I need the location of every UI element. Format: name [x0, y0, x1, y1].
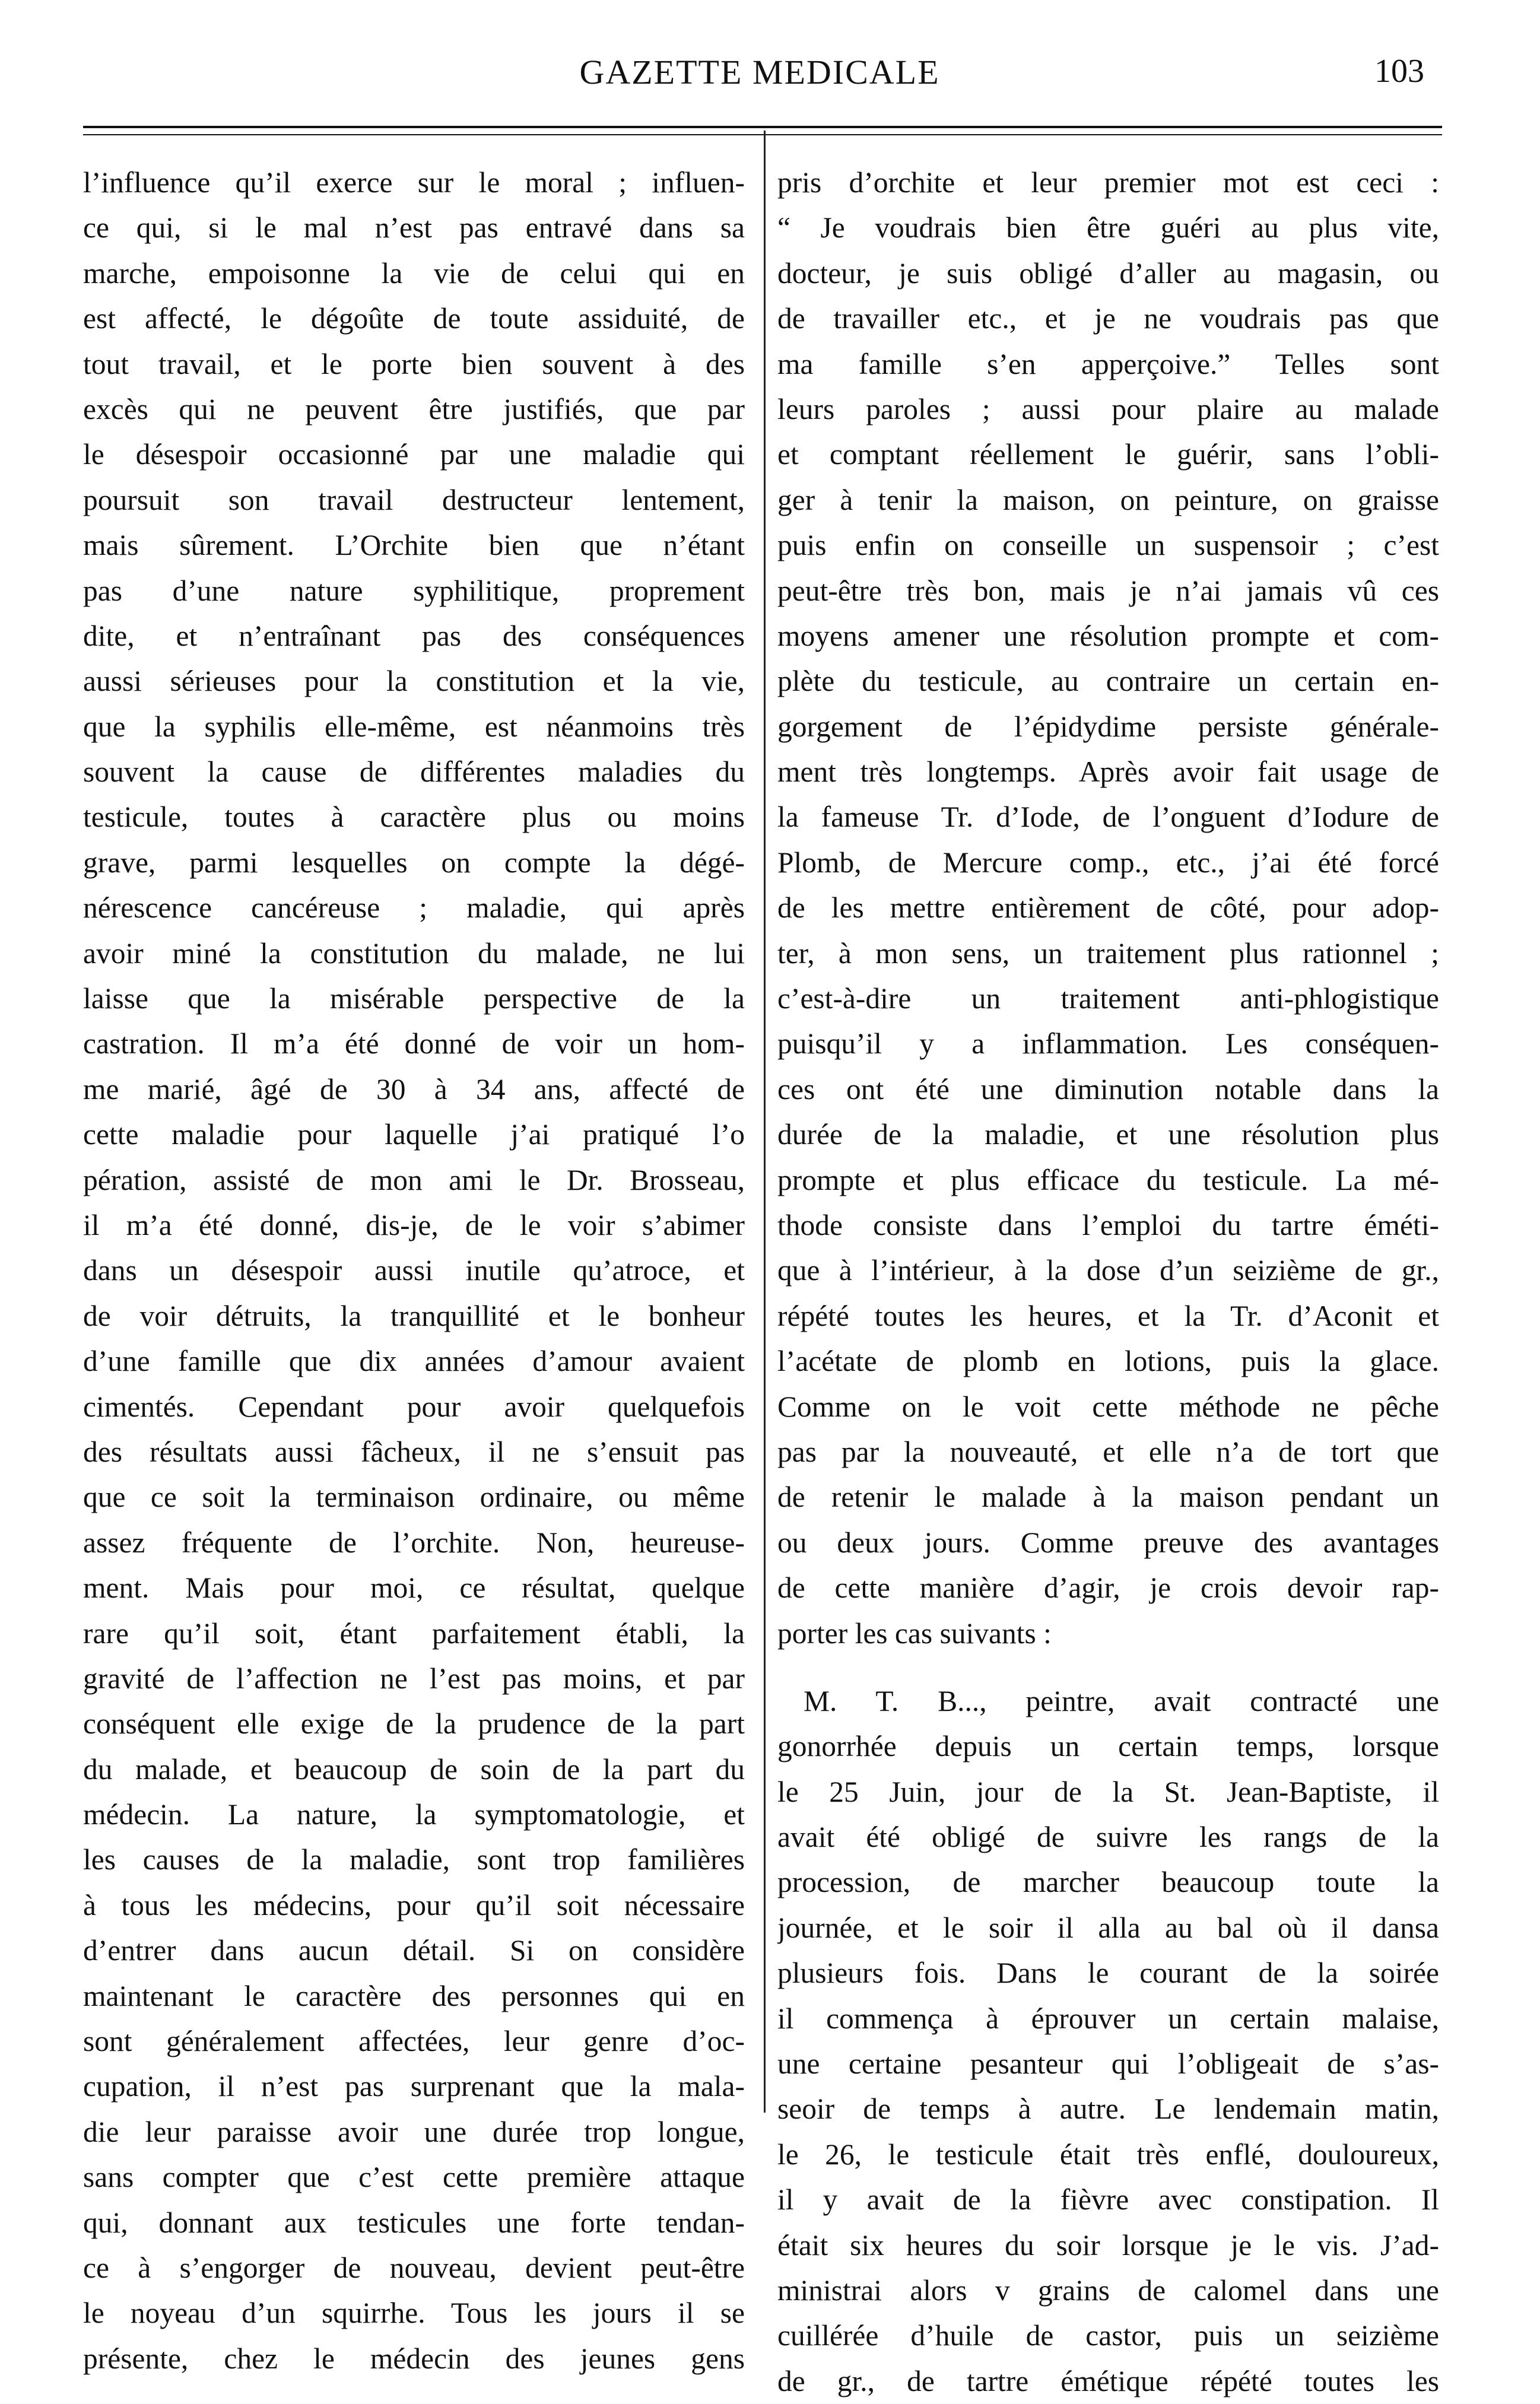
- text-line: cupation, il n’est pas surprenant que la mala-: [83, 2070, 745, 2103]
- text-line: excès qui ne peuvent être justifiés, que par: [83, 392, 745, 425]
- text-line: est affecté, le dégoûte de toute assiduité, de: [83, 302, 745, 335]
- header-rule-thick: [83, 126, 1442, 128]
- text-line: cuillérée d’huile de castor, puis un seizième: [777, 2319, 1439, 2352]
- text-line: rare qu’il soit, étant parfaitement établi, la: [83, 1617, 745, 1650]
- text-line: aussi sérieuses pour la constitution et la vie,: [83, 665, 745, 698]
- text-line: des résultats aussi fâcheux, il ne s’ensuit pas: [83, 1435, 745, 1468]
- text-line: procession, de marcher beaucoup toute la: [777, 1866, 1439, 1899]
- text-line: ministrai alors v grains de calomel dans une: [777, 2273, 1439, 2307]
- text-line: prompte et plus efficace du testicule. La mé-: [777, 1163, 1439, 1196]
- text-line: sont généralement affectées, leur genre d’oc-: [83, 2025, 745, 2058]
- text-line: du malade, et beaucoup de soin de la part du: [83, 1752, 745, 1786]
- text-line: d’une famille que dix années d’amour avaient: [83, 1345, 745, 1378]
- text-line: pas par la nouveauté, et elle n’a de tort que: [777, 1435, 1439, 1468]
- text-line: il y avait de la fièvre avec constipation. Il: [777, 2183, 1439, 2216]
- text-line: ces ont été une diminution notable dans la: [777, 1072, 1439, 1106]
- text-line: de gr., de tartre émétique répété toutes les: [777, 2364, 1439, 2397]
- text-line: journée, et le soir il alla au bal où il dansa: [777, 1911, 1439, 1944]
- text-line: puis enfin on conseille un suspensoir ; c’est: [777, 529, 1439, 562]
- text-line: que la syphilis elle-même, est néanmoins très: [83, 710, 745, 743]
- text-line: tout travail, et le porte bien souvent à des: [83, 347, 745, 380]
- text-line: die leur paraisse avoir une durée trop longue,: [83, 2115, 745, 2148]
- text-line: gravité de l’affection ne l’est pas moins, et par: [83, 1662, 745, 1695]
- text-line: me marié, âgé de 30 à 34 ans, affecté de: [83, 1072, 745, 1106]
- text-line: leurs paroles ; aussi pour plaire au malade: [777, 392, 1439, 425]
- text-line: seoir de temps à autre. Le lendemain matin,: [777, 2092, 1439, 2126]
- text-line: et comptant réellement le guérir, sans l’obli-: [777, 438, 1439, 471]
- right-paragraph-2: [777, 1679, 1439, 2404]
- text-line: c’est-à-dire un traitement anti-phlogistique: [777, 982, 1439, 1015]
- text-line: qui, donnant aux testicules une forte tendan-: [83, 2206, 745, 2239]
- text-line: dans un désespoir aussi inutile qu’atroce, et: [83, 1254, 745, 1287]
- text-line: médecin. La nature, la symptomatologie, et: [83, 1798, 745, 1831]
- text-line: assez fréquente de l’orchite. Non, heureuse-: [83, 1526, 745, 1559]
- text-line: laisse que la misérable perspective de la: [83, 982, 745, 1015]
- text-line: il commença à éprouver un certain malaise,: [777, 2002, 1439, 2035]
- text-line: marche, empoisonne la vie de celui qui en: [83, 256, 745, 290]
- text-line: “ Je voudrais bien être guéri au plus vite,: [777, 211, 1439, 244]
- text-line: pération, assisté de mon ami le Dr. Brosseau,: [83, 1163, 745, 1196]
- text-line: nérescence cancéreuse ; maladie, qui après: [83, 891, 745, 925]
- text-line: durée de la maladie, et une résolution plus: [777, 1118, 1439, 1151]
- text-line: mais sûrement. L’Orchite bien que n’étant: [83, 529, 745, 562]
- text-line: conséquent elle exige de la prudence de la part: [83, 1707, 745, 1741]
- text-line: M. T. B..., peintre, avait contracté une: [804, 1684, 1439, 1717]
- text-line: Comme on le voit cette méthode ne pêche: [777, 1390, 1439, 1423]
- text-line: gonorrhée depuis un certain temps, lorsque: [777, 1730, 1439, 1763]
- text-line: castration. Il m’a été donné de voir un hom-: [83, 1027, 745, 1060]
- text-line: ce qui, si le mal n’est pas entravé dans sa: [83, 211, 745, 244]
- text-line: il m’a été donné, dis-je, de le voir s’abimer: [83, 1208, 745, 1241]
- column-divider: [764, 131, 766, 2113]
- text-line: l’influence qu’il exerce sur le moral ; influen-: [83, 166, 745, 199]
- text-line: était six heures du soir lorsque je le vis. J’ad-: [777, 2228, 1439, 2262]
- text-line: l’acétate de plomb en lotions, puis la glace.: [777, 1345, 1439, 1378]
- text-line: puisqu’il y a inflammation. Les conséquen-: [777, 1027, 1439, 1060]
- text-line: cimentés. Cependant pour avoir quelquefois: [83, 1390, 745, 1423]
- text-line: thode consiste dans l’emploi du tartre éméti-: [777, 1208, 1439, 1241]
- journal-title: GAZETTE MEDICALE: [579, 53, 940, 91]
- text-line: ment. Mais pour moi, ce résultat, quelque: [83, 1571, 745, 1605]
- text-line: poursuit son travail destructeur lentement,: [83, 483, 745, 516]
- right-paragraph-1: [777, 160, 1439, 1656]
- text-line: sans compter que c’est cette première attaque: [83, 2161, 745, 2194]
- text-line: le 25 Juin, jour de la St. Jean-Baptiste, il: [777, 1775, 1439, 1808]
- page-number: 103: [1374, 53, 1424, 90]
- text-line: testicule, toutes à caractère plus ou moins: [83, 801, 745, 834]
- text-line: maintenant le caractère des personnes qui en: [83, 1979, 745, 2012]
- text-line: dite, et n’entraînant pas des conséquences: [83, 619, 745, 652]
- text-line: grave, parmi lesquelles on compte la dégé-: [83, 846, 745, 879]
- text-line: avoir miné la constitution du malade, ne lui: [83, 936, 745, 970]
- text-line: les causes de la maladie, sont trop familières: [83, 1843, 745, 1876]
- text-line: une certaine pesanteur qui l’obligeait de s’as-: [777, 2047, 1439, 2081]
- left-paragraph: [83, 160, 745, 2381]
- running-header: [83, 52, 1436, 106]
- text-line: ment très longtemps. Après avoir fait usage de: [777, 755, 1439, 789]
- text-line: souvent la cause de différentes maladies du: [83, 755, 745, 789]
- text-line: que à l’intérieur, à la dose d’un seizième de gr.,: [777, 1254, 1439, 1287]
- text-line: moyens amener une résolution prompte et com-: [777, 619, 1439, 652]
- text-line: ger à tenir la maison, on peinture, on graisse: [777, 483, 1439, 516]
- text-line: de les mettre entièrement de côté, pour adop-: [777, 891, 1439, 925]
- text-line: de travailler etc., et je ne voudrais pas que: [777, 302, 1439, 335]
- text-line: la fameuse Tr. d’Iode, de l’onguent d’Iodure de: [777, 801, 1439, 834]
- header-rule-thin: [83, 134, 1442, 135]
- text-line: ma famille s’en apperçoive.” Telles sont: [777, 347, 1439, 380]
- left-column: [83, 160, 745, 2381]
- text-line: gorgement de l’épidydime persiste générale-: [777, 710, 1439, 743]
- text-line: cette maladie pour laquelle j’ai pratiqué l’o: [83, 1118, 745, 1151]
- text-line: porter les cas suivants :: [777, 1617, 1052, 1650]
- text-line: le désespoir occasionné par une maladie qui: [83, 438, 745, 471]
- text-line: avait été obligé de suivre les rangs de la: [777, 1821, 1439, 1854]
- text-line: répété toutes les heures, et la Tr. d’Aconit et: [777, 1299, 1439, 1332]
- text-line: ou deux jours. Comme preuve des avantages: [777, 1526, 1439, 1559]
- text-line: Plomb, de Mercure comp., etc., j’ai été forcé: [777, 846, 1439, 879]
- text-line: de retenir le malade à la maison pendant un: [777, 1481, 1439, 1514]
- text-line: plusieurs fois. Dans le courant de la soirée: [777, 1957, 1439, 1990]
- text-line: pas d’une nature syphilitique, proprement: [83, 574, 745, 607]
- text-line: à tous les médecins, pour qu’il soit nécessaire: [83, 1888, 745, 1922]
- right-column: [777, 160, 1439, 2404]
- text-line: présente, chez le médecin des jeunes gens: [83, 2342, 745, 2375]
- text-line: pris d’orchite et leur premier mot est ceci :: [777, 166, 1439, 199]
- text-line: que ce soit la terminaison ordinaire, ou même: [83, 1481, 745, 1514]
- text-line: ce à s’engorger de nouveau, devient peut-être: [83, 2251, 745, 2284]
- text-line: docteur, je suis obligé d’aller au magasin, ou: [777, 256, 1439, 290]
- text-line: d’entrer dans aucun détail. Si on considère: [83, 1934, 745, 1967]
- text-line: de cette manière d’agir, je crois devoir rap-: [777, 1571, 1439, 1605]
- text-line: ter, à mon sens, un traitement plus rationnel ;: [777, 936, 1439, 970]
- text-line: le 26, le testicule était très enflé, douloureux,: [777, 2138, 1439, 2171]
- text-line: plète du testicule, au contraire un certain en-: [777, 665, 1439, 698]
- text-line: de voir détruits, la tranquillité et le bonheur: [83, 1299, 745, 1332]
- text-line: peut-être très bon, mais je n’ai jamais vû ces: [777, 574, 1439, 607]
- text-line: le noyeau d’un squirrhe. Tous les jours il se: [83, 2297, 745, 2330]
